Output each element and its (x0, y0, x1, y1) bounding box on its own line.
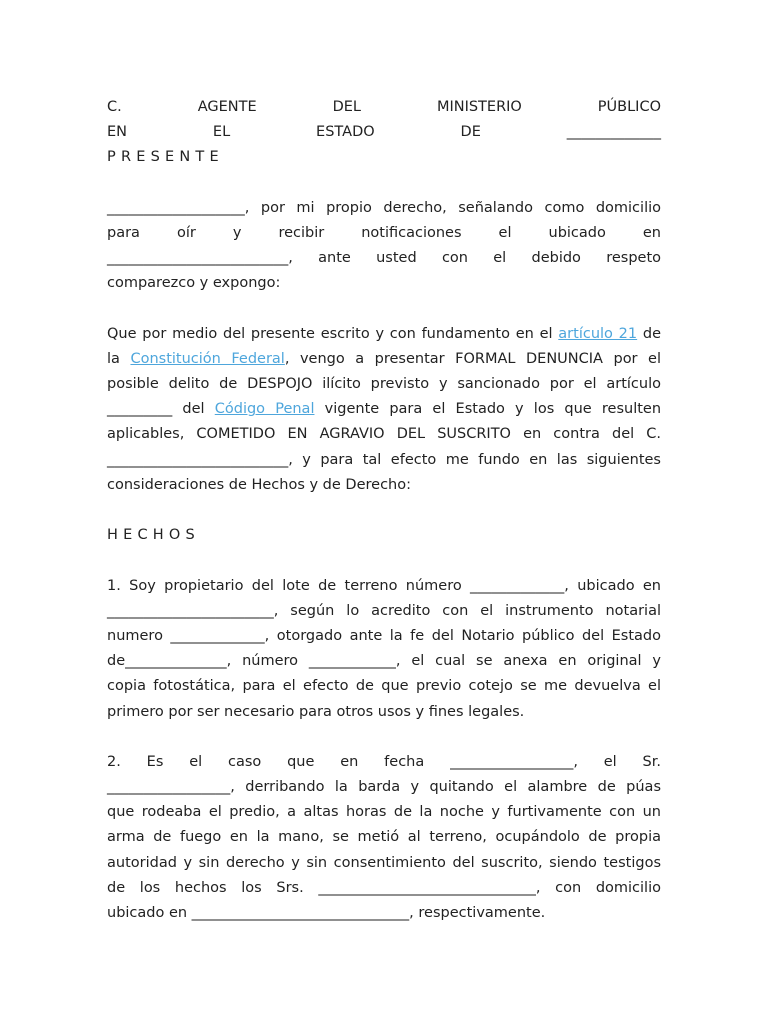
body-line (107, 347, 661, 372)
body-line: _________________________, y para tal efecto me fundo en las siguientes (107, 451, 661, 468)
codigo-penal-link[interactable]: Código Penal (214, 401, 315, 418)
body-text: _________ del (107, 401, 205, 418)
hecho-2-line: _________________, derribando la barda y quitando el alambre de púas (107, 779, 661, 796)
heading-word: ESTADO (316, 124, 375, 141)
heading-blank: _____________ (566, 124, 662, 141)
body-text: Que por medio del presente escrito y con fundamento en el (107, 325, 553, 342)
body-line: aplicables, COMETIDO EN AGRAVIO DEL SUSCRITO en contra del C. (107, 426, 661, 443)
body-line: consideraciones de Hechos y de Derecho: (107, 476, 411, 493)
body-text: de (642, 325, 662, 342)
hechos-title: HECHOS (107, 527, 200, 544)
heading-word: EN (107, 124, 128, 141)
hecho-2-line: 2. Es el caso que en fecha _________________, el Sr. (107, 753, 661, 770)
heading-presente: PRESENTE (107, 149, 224, 166)
hecho-1-line: de______________, número ____________, el cual se anexa en original y (107, 653, 661, 670)
hecho-2-line: de los hechos los Srs. ______________________________, con domicilio (107, 879, 661, 896)
heading-word: PÚBLICO (597, 99, 661, 115)
constitucion-federal-link[interactable]: Constitución Federal (130, 350, 285, 367)
body-text: , vengo a presentar FORMAL DENUNCIA por el (284, 350, 661, 367)
body-text: la (107, 350, 120, 367)
document-page (107, 95, 661, 926)
heading-line-1 (107, 95, 661, 120)
hecho-1-line: 1. Soy propietario del lote de terreno número _____________, ubicado en (107, 577, 661, 594)
heading-word: DE (460, 124, 481, 141)
body-text: vigente para el Estado y los que resulten (324, 401, 662, 418)
intro-line: comparezco y expongo: (107, 275, 281, 292)
heading-word: EL (212, 124, 231, 141)
body-line (107, 397, 661, 422)
hecho-1-line: numero _____________, otorgado ante la fe del Notario público del Estado (107, 627, 661, 644)
heading-word: C. (107, 99, 122, 115)
intro-line: _________________________, ante usted con el debido respeto (107, 250, 661, 267)
body-line (107, 322, 661, 347)
articulo-21-link[interactable]: artículo 21 (558, 325, 638, 342)
hecho-2-line: arma de fuego en la mano, se metió al terreno, ocupándolo de propia (107, 829, 661, 846)
hecho-2-line: autoridad y sin derecho y sin consentimiento del suscrito, siendo testigos (107, 854, 661, 871)
intro-line: ___________________, por mi propio derecho, señalando como domicilio (107, 199, 661, 216)
intro-line: para oír y recibir notificaciones el ubicado en (107, 224, 661, 241)
heading-line-2 (107, 120, 661, 145)
heading-word: MINISTERIO (436, 99, 522, 115)
heading-word: AGENTE (197, 99, 257, 115)
hecho-1-line: primero por ser necesario para otros usos y fines legales. (107, 703, 525, 720)
hecho-1-line: _______________________, según lo acredito con el instrumento notarial (107, 602, 661, 619)
hecho-2-line: ubicado en ______________________________, respectivamente. (107, 905, 546, 921)
heading-word: DEL (332, 99, 361, 115)
body-line: posible delito de DESPOJO ilícito previsto y sancionado por el artículo (107, 376, 661, 393)
hecho-1-line: copia fotostática, para el efecto de que previo cotejo se me devuelva el (107, 678, 661, 695)
hecho-2-line: que rodeaba el predio, a altas horas de la noche y furtivamente con un (107, 804, 661, 821)
